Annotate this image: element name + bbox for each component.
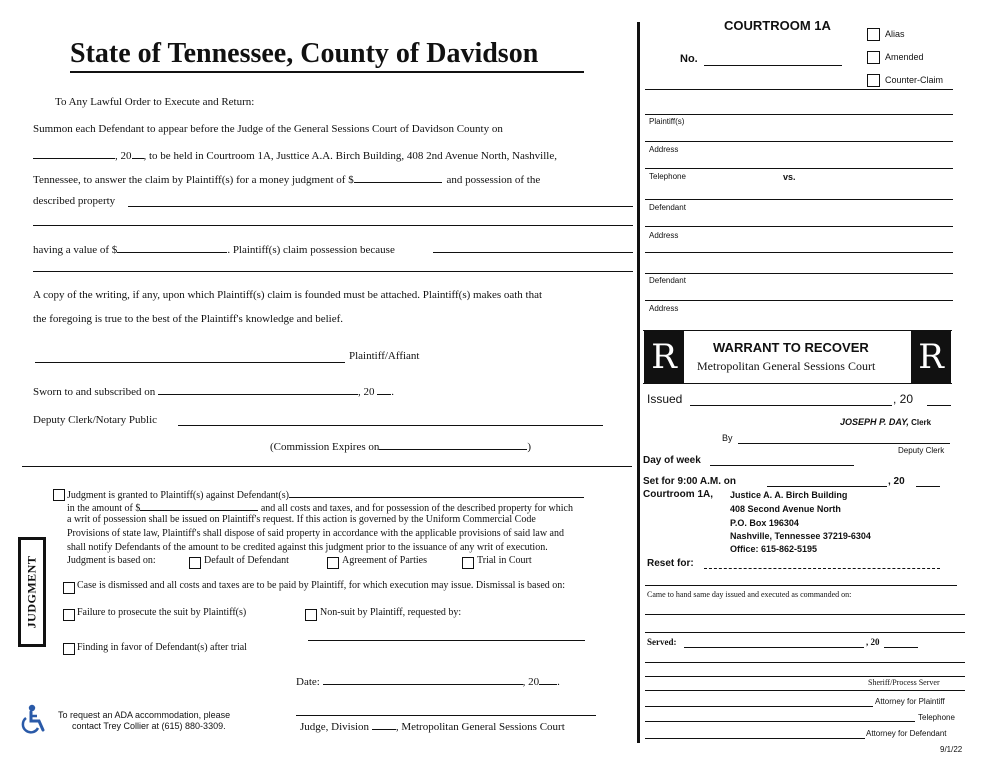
reset-line-2[interactable] [645,585,957,586]
address-line-2: 408 Second Avenue North [730,504,841,514]
form-version: 9/1/22 [940,745,963,754]
set-for-label: Set for 9:00 A.M. on [643,476,736,487]
telephone-line[interactable] [645,168,953,169]
warrant-subtitle: Metropolitan General Sessions Court [697,359,876,373]
attorney-defendant-label: Attorney for Defendant [866,729,947,738]
value-line [33,241,395,256]
issued-line[interactable] [690,405,892,406]
granted-line-5: shall notify Defendants of the amount to be credited against this judgment prior to the issuance of any writ of execution. [67,542,548,553]
agreement-checkbox[interactable] [327,557,339,569]
address-3-line[interactable] [645,300,953,301]
title-underline [70,71,584,73]
case-number-line[interactable] [704,65,842,66]
judge-label: Judge, Division [300,721,370,733]
telephone-label: Telephone [649,172,686,181]
plaintiff-line[interactable] [645,114,953,115]
address-1-line[interactable] [645,141,953,142]
sworn-label: Sworn to and subscribed on [33,386,156,398]
amended-checkbox[interactable] [867,51,880,64]
served-extra-line[interactable] [645,662,965,663]
default-label: Default of Defendant [204,555,289,566]
counter-claim-label: Counter-Claim [885,75,944,85]
case-number-label: No. [680,53,698,65]
agreement-label: Agreement of Parties [342,555,427,566]
amount-blank[interactable] [140,501,258,511]
clerk-name: JOSEPH P. DAY, [840,417,909,427]
defendant-2-label: Defendant [649,276,686,285]
section-divider [22,466,632,467]
by-line[interactable] [738,443,950,444]
defendant-1-line[interactable] [645,199,953,200]
day-of-week-label: Day of week [643,455,701,466]
nonsuit-label: Non-suit by Plaintiff, requested by: [320,607,462,618]
money-blank[interactable] [354,171,442,183]
served-year-label: , 20 [866,637,880,647]
defendant-2-line[interactable] [645,273,953,274]
dismissed-text: Case is dismissed and all costs and taxes are to be paid by Plaintiff, for which execution may issue. Dismissal is based on: [77,580,566,591]
commission-label: (Commission Expires on [270,441,380,453]
alias-label: Alias [885,29,905,39]
amended-label: Amended [885,52,924,62]
trial-label: Trial in Court [477,555,532,566]
copy-line-1: A copy of the writing, if any, upon which Plaintiff(s) claim is founded must be attached. Plaintiff(s) makes oath that [33,289,543,301]
day-of-week-line[interactable] [710,465,854,466]
served-line[interactable] [684,647,864,648]
accessibility-icon [19,704,47,734]
granted-line-2 [67,501,573,514]
courtroom-heading: COURTROOM 1A [724,18,831,33]
attorney-defendant-line[interactable] [645,738,865,739]
judge-signature-line[interactable] [296,715,596,716]
failure-checkbox[interactable] [63,609,75,621]
page-title: State of Tennessee, County of Davidson [70,38,539,69]
deputy-clerk-label: Deputy Clerk/Notary Public [33,414,158,426]
deputy-clerk-caption: Deputy Clerk [898,446,945,455]
commission-line [270,438,531,453]
reset-for-label: Reset for: [647,558,694,569]
year-blank[interactable] [132,147,144,159]
judgment-date-blank[interactable] [323,673,523,685]
issued-label: Issued [647,392,683,406]
sheriff-label: Sheriff/Process Server [868,678,940,687]
issued-year-line[interactable] [927,405,951,406]
issued-year-label: , 20 [893,392,914,406]
executed-line-2[interactable] [645,632,965,633]
set-year-line[interactable] [916,486,940,487]
granted-line-3: a writ of possession shall be issued on Plaintiff's request. If this action is governed by the Uniform Commercial Code [67,514,536,525]
based-on-label: Judgment is based on: [67,555,156,566]
claim-because-line[interactable] [433,252,633,253]
affiant-signature-line[interactable] [35,362,345,363]
plaintiff-label: Plaintiff(s) [649,117,685,126]
date-label: Date: [296,676,320,688]
courtroom-1a-label: Courtroom 1A, [643,489,713,500]
commission-blank[interactable] [379,438,527,450]
came-to-hand-text: Came to hand same day issued and executed as commanded on: [647,590,852,599]
ada-line-2: contact Trey Collier at (615) 880-3309. [72,721,226,731]
clerk-role: Clerk [911,418,932,427]
intro-text: To Any Lawful Order to Execute and Return: [55,96,255,108]
executed-line-1[interactable] [645,614,965,615]
sworn-line: Sworn to and subscribed on , 20 . [33,383,394,398]
date-blank[interactable] [33,147,115,159]
address-2b-line[interactable] [645,252,953,253]
year-prefix: , 20 [115,150,132,162]
address-1-label: Address [649,145,679,154]
sheriff-bottom-line [645,690,965,691]
judgment-date-line: Date: , 20 . [296,673,560,688]
granted-line-1: Judgment is granted to Plaintiff(s) against Defendant(s) [67,490,289,501]
served-label: Served: [647,637,677,647]
summon-line-3 [33,171,540,186]
costs-taxes-text: and all costs and taxes, and for possession of the described property for which [260,503,573,514]
warrant-top-line [643,330,952,331]
address-line-1: Justice A. A. Birch Building [730,490,848,500]
described-property-line[interactable] [128,206,633,207]
reset-for-line[interactable] [704,568,940,569]
summon-line-1: Summon each Defendant to appear before the Judge of the General Sessions Court of Davidson County on [33,123,503,135]
courtroom-location-text: , to be held in Courtroom 1A, Justtice A.A. Birch Building, 408 2nd Avenue North, Nashville, [143,150,557,162]
deputy-clerk-line[interactable] [178,425,603,426]
amount-label: in the amount of $ [67,503,141,514]
sworn-year-blank[interactable] [377,383,391,395]
set-for-line[interactable] [767,486,887,487]
claim-line-2[interactable] [33,271,633,272]
warrant-title: WARRANT TO RECOVER [713,340,869,355]
vs-label: vs. [783,172,796,182]
nonsuit-line[interactable] [308,640,585,641]
attorney-plaintiff-line[interactable] [645,706,873,707]
telephone-2-label: Telephone [918,713,955,722]
counter-claim-checkbox[interactable] [867,74,880,87]
clerk-line [840,417,931,427]
default-checkbox[interactable] [189,557,201,569]
finding-checkbox[interactable] [63,643,75,655]
possession-text: and possession of the [446,174,541,186]
center-divider [637,22,640,743]
money-judgment-text: Tennessee, to answer the claim by Plaintiff(s) for a money judgment of $ [33,174,354,186]
value-blank[interactable] [117,241,227,253]
trial-checkbox[interactable] [462,557,474,569]
top-right-line [645,89,953,90]
judgment-year-label: , 20 [522,676,540,688]
defendant-1-label: Defendant [649,203,686,212]
ada-line-1: To request an ADA accommodation, please [58,710,231,720]
attorney-plaintiff-label: Attorney for Plaintiff [875,697,945,706]
claim-because-label: . Plaintiff(s) claim possession because [227,244,395,256]
logo-right: R [911,331,951,383]
warrant-bottom-line [643,383,952,384]
described-property-label: described property [33,195,116,207]
defendant-blank[interactable] [289,488,584,498]
value-label: having a value of $ [33,244,118,256]
affiant-label: Plaintiff/Affiant [349,350,420,362]
commission-close: ) [527,441,532,453]
alias-checkbox[interactable] [867,28,880,41]
address-2-line[interactable] [645,226,953,227]
sworn-date-blank[interactable] [158,383,358,395]
logo-left: R [644,331,684,383]
address-3-label: Address [649,304,679,313]
judgment-granted-checkbox[interactable] [53,489,65,501]
telephone-2-line[interactable] [645,721,915,722]
judgment-side-label: JUDGMENT [24,555,39,629]
judgment-year-blank[interactable] [539,673,557,685]
dismissed-checkbox[interactable] [63,582,75,594]
granted-line-4: Provisions of state law, Plaintiff's shall dispose of said property in accordance with the applicable provisions of said law and [67,528,564,539]
copy-line-2: the foregoing is true to the best of the Plaintiff's knowledge and belief. [33,313,344,325]
sworn-year-label: , 20 [357,386,375,398]
address-line-4: Nashville, Tennessee 37219-6304 [730,531,871,541]
address-line-5: Office: 615-862-5195 [730,544,818,554]
by-label: By [722,433,733,443]
property-line-2[interactable] [33,225,633,226]
address-2-label: Address [649,231,679,240]
judge-line [300,718,565,733]
failure-label: Failure to prosecute the suit by Plaintiff(s) [77,607,247,618]
court-name-label: , Metropolitan General Sessions Court [395,721,565,733]
division-blank[interactable] [372,718,396,730]
served-year-line[interactable] [884,647,918,648]
sheriff-line[interactable] [645,676,965,677]
set-year-label: , 20 [888,476,905,487]
summon-line-2 [33,147,557,162]
address-line-3: P.O. Box 196304 [730,518,799,528]
judgment-granted-text [67,488,584,501]
finding-label: Finding in favor of Defendant(s) after trial [77,642,247,653]
nonsuit-checkbox[interactable] [305,609,317,621]
